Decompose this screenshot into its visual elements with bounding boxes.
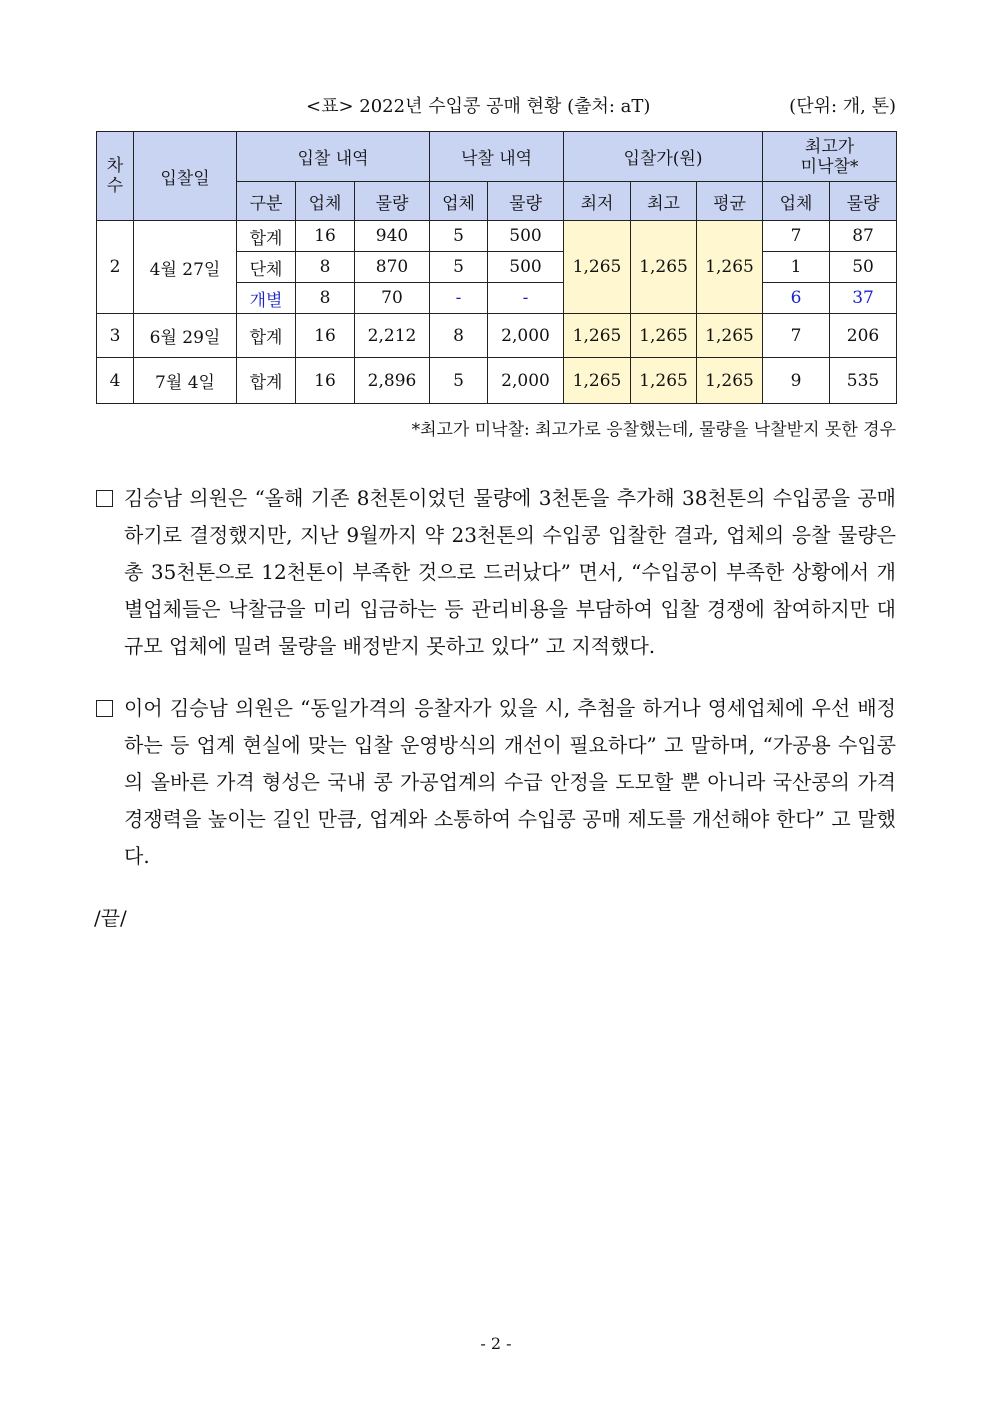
paragraph-2 — [96, 690, 896, 875]
firms-cell: 16 — [296, 221, 355, 252]
header-volume: 물량 — [355, 182, 430, 221]
price-avg-cell: 1,265 — [697, 314, 763, 358]
date-cell: 7월 4일 — [134, 358, 237, 404]
header-round: 차수 — [97, 132, 134, 221]
unawarded-volume-cell: 535 — [830, 358, 897, 404]
unawarded-firms-cell: 7 — [763, 314, 830, 358]
award-volume-cell: - — [488, 283, 564, 314]
checkbox-bullet-icon — [96, 700, 113, 717]
header-unawarded-firms: 업체 — [763, 182, 830, 221]
award-volume-cell: 500 — [488, 221, 564, 252]
unawarded-volume-cell: 87 — [830, 221, 897, 252]
header-award-firms: 업체 — [430, 182, 488, 221]
award-firms-cell: 5 — [430, 252, 488, 283]
firms-cell: 8 — [296, 283, 355, 314]
unawarded-firms-cell: 1 — [763, 252, 830, 283]
unawarded-volume-cell: 206 — [830, 314, 897, 358]
table-row — [97, 314, 897, 358]
date-cell: 4월 27일 — [134, 221, 237, 314]
header-bid-details: 입찰 내역 — [237, 132, 430, 182]
header-award-details: 낙찰 내역 — [430, 132, 564, 182]
unawarded-firms-cell: 9 — [763, 358, 830, 404]
paragraph-1 — [96, 480, 896, 665]
firms-cell: 8 — [296, 252, 355, 283]
round-cell: 2 — [97, 221, 134, 314]
bid-status-table — [96, 131, 897, 404]
price-max-cell: 1,265 — [631, 314, 697, 358]
header-category: 구분 — [237, 182, 296, 221]
unawarded-volume-cell: 37 — [830, 283, 897, 314]
award-volume-cell: 500 — [488, 252, 564, 283]
unawarded-firms-cell: 6 — [763, 283, 830, 314]
table-caption-row — [96, 92, 896, 120]
page-number: - 2 - — [480, 1334, 512, 1353]
volume-cell: 940 — [355, 221, 430, 252]
firms-cell: 16 — [296, 314, 355, 358]
header-unawarded: 최고가 미낙찰* — [763, 132, 897, 182]
price-min-cell: 1,265 — [564, 314, 631, 358]
award-firms-cell: - — [430, 283, 488, 314]
award-volume-cell: 2,000 — [488, 358, 564, 404]
price-max-cell: 1,265 — [631, 358, 697, 404]
price-avg-cell: 1,265 — [697, 358, 763, 404]
header-bid-date: 입찰일 — [134, 132, 237, 221]
firms-cell: 16 — [296, 358, 355, 404]
award-volume-cell: 2,000 — [488, 314, 564, 358]
category-cell: 합계 — [237, 314, 296, 358]
volume-cell: 70 — [355, 283, 430, 314]
header-award-volume: 물량 — [488, 182, 564, 221]
round-cell: 3 — [97, 314, 134, 358]
unawarded-volume-cell: 50 — [830, 252, 897, 283]
price-min-cell: 1,265 — [564, 221, 631, 314]
header-price-avg: 평균 — [697, 182, 763, 221]
end-mark: /끝/ — [94, 906, 127, 930]
date-cell: 6월 29일 — [134, 314, 237, 358]
header-bid-price: 입찰가(원) — [564, 132, 763, 182]
award-firms-cell: 5 — [430, 358, 488, 404]
price-max-cell: 1,265 — [631, 221, 697, 314]
category-cell: 합계 — [237, 358, 296, 404]
table-footnote: *최고가 미낙찰: 최고가로 응찰했는데, 물량을 낙찰받지 못한 경우 — [411, 420, 896, 440]
table-caption: <표> 2022년 수입콩 공매 현황 (출처: aT) — [306, 96, 651, 117]
unit-note: (단위: 개, 톤) — [789, 96, 896, 117]
checkbox-bullet-icon — [96, 490, 113, 507]
header-price-max: 최고 — [631, 182, 697, 221]
category-cell: 개별 — [237, 283, 296, 314]
paragraph-text: 이어 김승남 의원은 “동일가격의 응찰자가 있을 시, 추첨을 하거나 영세업체에 우선 배정하는 등 업계 현실에 맞는 입찰 운영방식의 개선이 필요하다” 고 말하며, “가공용 수입콩의 올바른 가격 형성은 국내 콩 가공업계의 수급 안정을 도모할 뿐 아니라 국산콩의 가격 경쟁력을 높이는 길인 만큼, 업계와 소통하여 수입콩 공매 제도를 개선해야 한다” 고 말했다. — [124, 696, 896, 868]
award-firms-cell: 5 — [430, 221, 488, 252]
volume-cell: 870 — [355, 252, 430, 283]
round-cell: 4 — [97, 358, 134, 404]
price-avg-cell: 1,265 — [697, 221, 763, 314]
category-cell: 합계 — [237, 221, 296, 252]
header-price-min: 최저 — [564, 182, 631, 221]
header-unawarded-volume: 물량 — [830, 182, 897, 221]
table-row — [97, 221, 897, 252]
award-firms-cell: 8 — [430, 314, 488, 358]
paragraph-text: 김승남 의원은 “올해 기존 8천톤이었던 물량에 3천톤을 추가해 38천톤의 수입콩을 공매하기로 결정했지만, 지난 9월까지 약 23천톤의 수입콩 입찰한 결과, 업체의 응찰 물량은 총 35천톤으로 12천톤이 부족한 것으로 드러났다” 면서, “수입콩이 부족한 상황에서 개별업체들은 낙찰금을 미리 입금하는 등 관리비용을 부담하여 입찰 경쟁에 참여하지만 대규모 업체에 밀려 물량을 배정받지 못하고 있다” 고 지적했다. — [124, 486, 896, 658]
unawarded-firms-cell: 7 — [763, 221, 830, 252]
volume-cell: 2,212 — [355, 314, 430, 358]
header-row-1 — [97, 132, 897, 182]
volume-cell: 2,896 — [355, 358, 430, 404]
price-min-cell: 1,265 — [564, 358, 631, 404]
header-firms: 업체 — [296, 182, 355, 221]
category-cell: 단체 — [237, 252, 296, 283]
table-row — [97, 358, 897, 404]
